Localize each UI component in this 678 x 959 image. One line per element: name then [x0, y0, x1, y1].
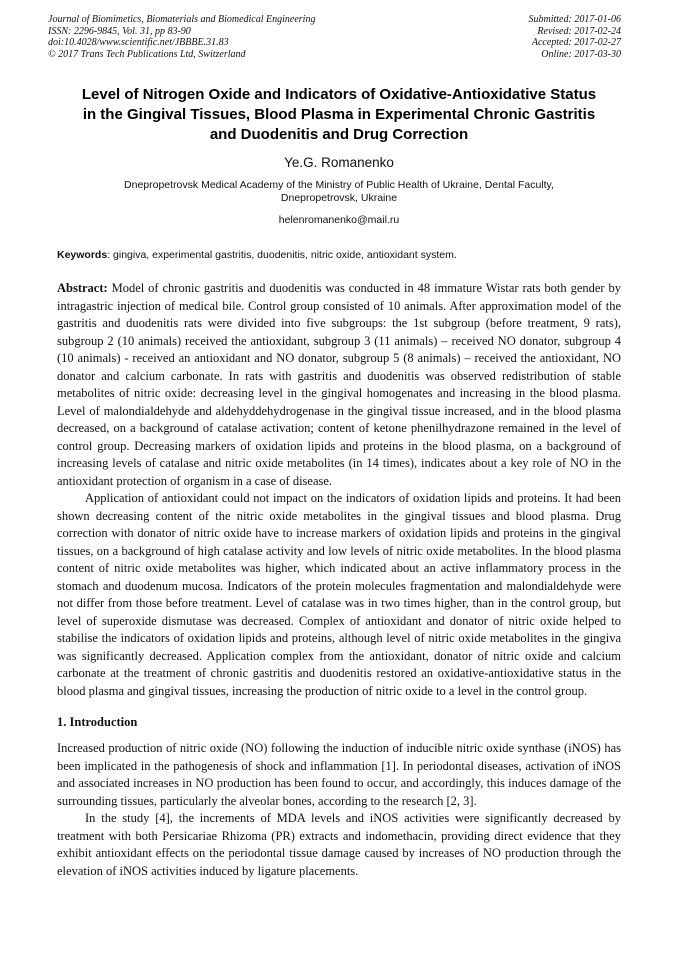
abstract-paragraph-1: [57, 280, 621, 490]
submission-dates: [529, 14, 622, 60]
paper-title: [57, 85, 621, 145]
introduction-paragraph-1: Increased production of nitric oxide (NO) following the induction of inducible nitric oxide synthase (iNOS) has been implicated in the pathogenesis of shock and inflammation [1]. In periodontal diseases, activation of iNOS and associated increases in NO production has been found to occur, and accordingly, this induces damage of the surrounding tissues, particularly the alveolar bones, according to the research [2, 3].: [57, 741, 621, 808]
author-email: helenromanenko@mail.ru: [278, 214, 400, 226]
journal-doi: doi:10.4028/www.scientific.net/JBBBE.31.83: [48, 37, 229, 48]
abstract-paragraph-2: Application of antioxidant could not impact on the indicators of oxidation lipids and proteins. It had been shown decreasing content of the nitric oxide metabolites in the gingival tissues and blood plasma. Drug correction with donator of nitric oxide have to increase markers of oxidation lipids and proteins in the gingival tissues, on a background of high catalase activity and low levels of nitric oxide metabolites. In the blood plasma content of nitric oxide metabolites was higher, which indicated about an active inflammatory process in the stomach and duodenum mucosa. Indicators of the protein molecules fragmentation and malondialdehyde were not differ from those before treatment. Level of catalase was in two times higher, than in the control group, but level of superoxide dismutase was decreased. Complex of antioxidant and donator of nitric oxide helped to stabilise the indicators of oxidation lipids and proteins, although level of nitric oxide metabolites in the gingiva was significantly decreased. Application complex from the antioxidant, donator of nitric oxide and calcium carbonate at the treatment of chronic gastritis and duodenitis restored an oxidative-antioxidative status in the blood plasma and gingival tissues, increasing the production of nitric oxide to a level in the control group.: [57, 491, 621, 698]
paper-title-line-3: and Duodenitis and Drug Correction: [209, 126, 469, 143]
abstract-label: Abstract:: [57, 281, 108, 295]
introduction-paragraph-2: In the study [4], the increments of MDA levels and iNOS activities were significantly decreased by treatment with both Persicariae Rhizoma (PR) extracts and indomethacin, providing direct evidence that they exhibit antioxidant effects on the periodontal tissue damage caused by increases of NO production through the elevation of iNOS activities induced by ligature placements.: [57, 811, 621, 878]
paper-body: [57, 280, 621, 880]
keywords-text: : gingiva, experimental gastritis, duodenitis, nitric oxide, antioxidant system.: [107, 249, 457, 261]
journal-header: [48, 14, 621, 60]
journal-info: [48, 14, 315, 60]
affiliation-line-2: Dnepropetrovsk, Ukraine: [280, 192, 398, 204]
author-name: Ye.G. Romanenko: [284, 155, 394, 170]
revised-date: Revised: 2017-02-24: [537, 25, 621, 37]
journal-copyright: © 2017 Trans Tech Publications Ltd, Switzerland: [48, 48, 246, 60]
affiliation-line-1: Dnepropetrovsk Medical Academy of the Ministry of Public Health of Ukraine, Dental Faculty,: [124, 179, 554, 191]
submitted-date: Submitted: 2017-01-06: [528, 14, 621, 25]
introduction-section: [57, 714, 621, 880]
abstract-paragraph-1-text: Model of chronic gastritis and duodenitis was conducted in 48 immature Wistar rats both gender by intragastric injection of medical bile. Control group consisted of 10 animals. After approximation model of the gastritis and duodenitis rats were divided into five subgroups: the 1st subgroup (before treatment, 9 rats), subgroup 2 (10 animals) received the antioxidant, subgroup 3 (11 animals) – received NO donator, subgroup 4 (10 animals) - received an antioxidant and NO donator, subgroup 5 (8 animals) – received the antioxidant, NO donator and calcium carbonate. In rats with gastritis and duodenitis was observed redistribution of stable metabolites of nitric oxide: decreasing level in the gingival homogenates and increasing in the blood plasma. Level of malondialdehyde and aldehyddehydrogenase in the gingival tissue increased, and in the blood plasma decreased, on a background of catalase activation; content of ketone phenilhydrazone remained in the level of control group. Decreasing markers of oxidation lipids and proteins in the blood plasma, on a background of increasing levels of catalase and nitric oxide metabolites (in 14 times), indicates about a key role of NO in the antioxidant protection of organism in a case of disease.: [57, 281, 621, 488]
paper-title-line-2: in the Gingival Tissues, Blood Plasma in Experimental Chronic Gastritis: [82, 106, 596, 123]
affiliation: [57, 179, 621, 205]
journal-name: Journal of Biomimetics, Biomaterials and Biomedical Engineering: [48, 14, 316, 25]
journal-issn-volume: ISSN: 2296-9845, Vol. 31, pp 83-90: [48, 25, 191, 37]
online-date: Online: 2017-03-30: [541, 48, 621, 60]
paper-title-line-1: Level of Nitrogen Oxide and Indicators of Oxidative-Antioxidative Status: [81, 86, 597, 103]
keywords-label: Keywords: [57, 249, 108, 261]
abstract-section: [57, 280, 621, 700]
introduction-heading: 1. Introduction: [57, 715, 138, 729]
accepted-date: Accepted: 2017-02-27: [531, 37, 621, 48]
keywords-line: [57, 249, 621, 262]
